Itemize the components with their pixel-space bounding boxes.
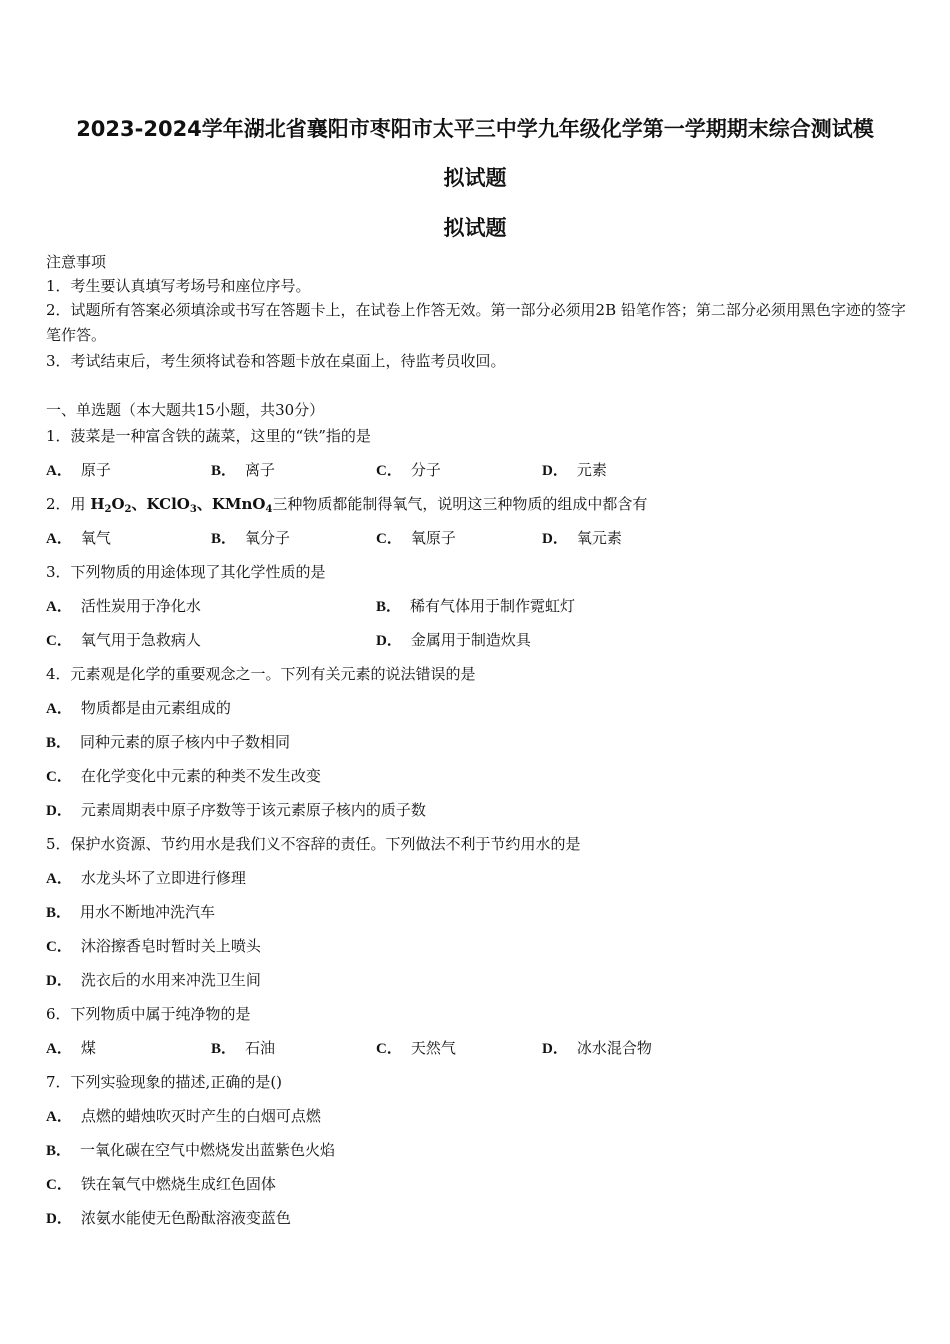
- q5-option-a[interactable]: [46, 868, 246, 889]
- notice-item-3: 3．考试结束后，考生须将试卷和答题卡放在桌面上，待监考员收回。: [46, 352, 506, 370]
- option-text: 氧原子: [410, 529, 456, 547]
- question-2-stem: [46, 494, 647, 514]
- stem-text: 三种物质都能制得氧气，说明这三种物质的组成中都含有: [272, 495, 648, 513]
- formula-subscript: 2: [104, 504, 112, 515]
- notice-item-1: 1．考生要认真填写考场号和座位序号。: [46, 277, 311, 295]
- formula-h2o2: [90, 495, 131, 513]
- q1-option-c[interactable]: [376, 460, 441, 481]
- q3-option-d[interactable]: [376, 630, 531, 651]
- notice-heading: 注意事项: [46, 253, 107, 271]
- option-letter: A．: [46, 599, 72, 615]
- q4-option-a[interactable]: [46, 698, 231, 719]
- option-text: 一氧化碳在空气中燃烧发出蓝紫色火焰: [80, 1141, 336, 1159]
- option-text: 氧气用于急救病人: [80, 631, 201, 649]
- option-letter: D．: [46, 803, 72, 819]
- q2-option-c[interactable]: [376, 528, 456, 549]
- option-letter: C．: [376, 531, 402, 547]
- option-text: 同种元素的原子核内中子数相同: [80, 733, 291, 751]
- q2-option-a[interactable]: [46, 528, 111, 549]
- option-text: 石油: [245, 1039, 276, 1057]
- option-text: 铁在氧气中燃烧生成红色固体: [80, 1175, 276, 1193]
- option-letter: C．: [46, 633, 72, 649]
- formula-kmno4: [197, 495, 273, 513]
- option-letter: B．: [211, 531, 237, 547]
- q1-option-a[interactable]: [46, 460, 111, 481]
- stem-text: 2．用: [46, 495, 91, 513]
- option-letter: B．: [376, 599, 402, 615]
- option-letter: B．: [46, 1143, 72, 1159]
- option-letter: C．: [46, 1177, 72, 1193]
- option-text: 在化学变化中元素的种类不发生改变: [80, 767, 321, 785]
- formula-part: O: [111, 495, 125, 513]
- formula-subscript: 3: [189, 504, 197, 515]
- q7-option-d[interactable]: [46, 1208, 291, 1229]
- q7-option-c[interactable]: [46, 1174, 276, 1195]
- option-text: 分子: [410, 461, 441, 479]
- option-text: 水龙头坏了立即进行修理: [80, 869, 246, 887]
- option-text: 冰水混合物: [576, 1039, 652, 1057]
- q5-option-d[interactable]: [46, 970, 261, 991]
- question-5-stem: 5．保护水资源、节约用水是我们义不容辞的责任。下列做法不利于节约用水的是: [46, 835, 581, 853]
- formula-part: H: [90, 495, 105, 513]
- q2-option-b[interactable]: [211, 528, 290, 549]
- exam-title-line1: 2023-2024学年湖北省襄阳市枣阳市太平三中学九年级化学第一学期期末综合测试模: [76, 117, 874, 141]
- option-letter: D．: [542, 1041, 568, 1057]
- question-7-stem: 7．下列实验现象的描述,正确的是(): [46, 1073, 283, 1091]
- option-text: 元素: [576, 461, 607, 479]
- q3-option-b[interactable]: [376, 596, 575, 617]
- option-text: 氧分子: [245, 529, 291, 547]
- formula-subscript: 2: [124, 504, 132, 515]
- option-text: 氧气: [80, 529, 111, 547]
- option-text: 金属用于制造炊具: [410, 631, 531, 649]
- q3-option-c[interactable]: [46, 630, 201, 651]
- option-letter: D．: [542, 531, 568, 547]
- option-text: 浓氨水能使无色酚酞溶液变蓝色: [80, 1209, 291, 1227]
- q7-option-b[interactable]: [46, 1140, 335, 1161]
- section-heading: 一、单选题（本大题共15小题，共30分）: [46, 401, 325, 419]
- q4-option-c[interactable]: [46, 766, 321, 787]
- option-letter: A．: [46, 531, 72, 547]
- formula-part: 、KMnO: [196, 495, 266, 513]
- formula-kclo3: [132, 495, 197, 513]
- option-letter: B．: [46, 735, 72, 751]
- q1-option-b[interactable]: [211, 460, 275, 481]
- option-text: 氧元素: [576, 529, 622, 547]
- q5-option-b[interactable]: [46, 902, 215, 923]
- exam-title-line3: 拟试题: [443, 216, 507, 240]
- option-text: 煤: [80, 1039, 96, 1057]
- option-text: 天然气: [410, 1039, 456, 1057]
- option-letter: D．: [542, 463, 568, 479]
- option-letter: B．: [46, 905, 72, 921]
- option-text: 稀有气体用于制作霓虹灯: [410, 597, 576, 615]
- option-text: 沐浴擦香皂时暂时关上喷头: [80, 937, 261, 955]
- q4-option-b[interactable]: [46, 732, 290, 753]
- option-letter: A．: [46, 871, 72, 887]
- option-text: 点燃的蜡烛吹灭时产生的白烟可点燃: [80, 1107, 321, 1125]
- option-text: 活性炭用于净化水: [80, 597, 201, 615]
- q6-option-a[interactable]: [46, 1038, 96, 1059]
- option-letter: D．: [46, 1211, 72, 1227]
- question-6-stem: 6．下列物质中属于纯净物的是: [46, 1005, 251, 1023]
- option-letter: C．: [376, 1041, 402, 1057]
- question-3-stem: 3．下列物质的用途体现了其化学性质的是: [46, 563, 326, 581]
- q7-option-a[interactable]: [46, 1106, 321, 1127]
- option-letter: C．: [46, 769, 72, 785]
- q1-option-d[interactable]: [542, 460, 607, 481]
- option-letter: A．: [46, 701, 72, 717]
- option-letter: B．: [211, 1041, 237, 1057]
- option-letter: A．: [46, 1041, 72, 1057]
- option-letter: B．: [211, 463, 237, 479]
- q6-option-c[interactable]: [376, 1038, 456, 1059]
- q5-option-c[interactable]: [46, 936, 261, 957]
- q6-option-d[interactable]: [542, 1038, 652, 1059]
- q6-option-b[interactable]: [211, 1038, 275, 1059]
- option-text: 离子: [245, 461, 276, 479]
- q2-option-d[interactable]: [542, 528, 622, 549]
- option-letter: C．: [376, 463, 402, 479]
- formula-part: 、KClO: [131, 495, 190, 513]
- option-text: 元素周期表中原子序数等于该元素原子核内的质子数: [80, 801, 426, 819]
- q3-option-a[interactable]: [46, 596, 201, 617]
- option-text: 洗衣后的水用来冲洗卫生间: [80, 971, 261, 989]
- formula-subscript: 4: [265, 504, 273, 515]
- option-letter: A．: [46, 463, 72, 479]
- q4-option-d[interactable]: [46, 800, 426, 821]
- option-text: 原子: [80, 461, 111, 479]
- option-text: 物质都是由元素组成的: [80, 699, 231, 717]
- option-letter: A．: [46, 1109, 72, 1125]
- notice-item-2: 2．试题所有答案必须填涂或书写在答题卡上，在试卷上作答无效。第一部分必须用2B 铅笔作答；第二部分必须用黑色字迹的签字笔作答。: [46, 301, 906, 344]
- question-4-stem: 4．元素观是化学的重要观念之一。下列有关元素的说法错误的是: [46, 665, 476, 683]
- option-text: 用水不断地冲洗汽车: [80, 903, 216, 921]
- option-letter: C．: [46, 939, 72, 955]
- question-1-stem: 1．菠菜是一种富含铁的蔬菜，这里的“铁”指的是: [46, 427, 371, 445]
- exam-title-line2: 拟试题: [443, 166, 507, 190]
- option-letter: D．: [376, 633, 402, 649]
- option-letter: D．: [46, 973, 72, 989]
